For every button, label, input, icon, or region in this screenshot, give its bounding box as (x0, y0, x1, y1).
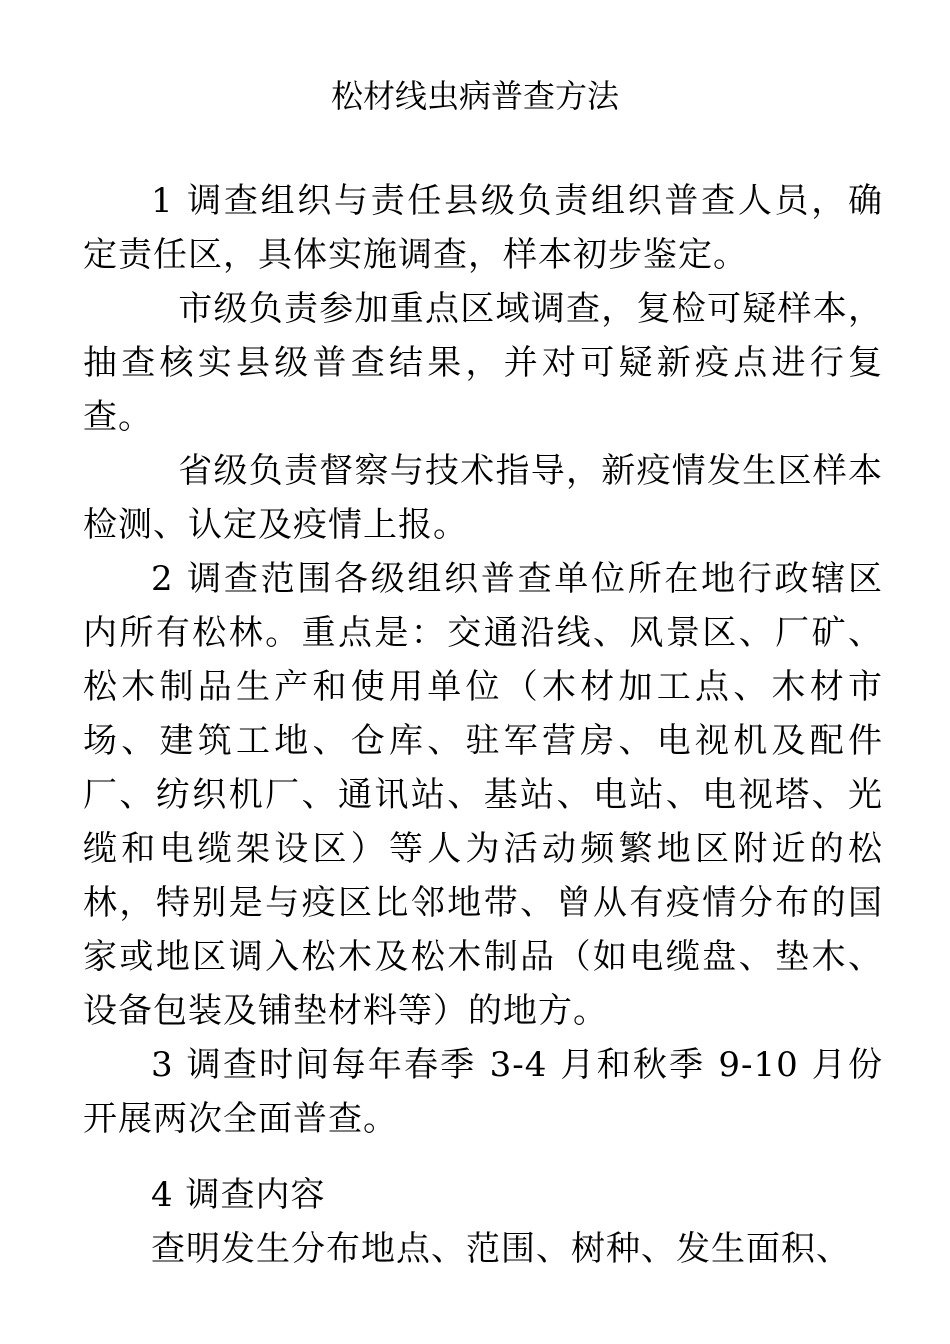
paragraph-investigation-time: 3 调查时间每年春季 3-4 月和秋季 9-10 月份开展两次全面普查。 (83, 1045, 883, 1139)
paragraph-investigation-content-heading: 4 调查内容 (151, 1175, 326, 1215)
document-body (83, 174, 883, 1276)
document-title: 松材线虫病普查方法 (330, 77, 619, 115)
paragraph-city-level: 市级负责参加重点区域调查，复检可疑样本，抽查核实县级普查结果，并对可疑新疫点进行复查。 (83, 289, 883, 437)
paragraph-investigation-organization: 1 调查组织与责任县级负责组织普查人员，确定责任区，具体实施调查，样本初步鉴定。 (83, 181, 883, 275)
paragraph-investigation-content: 查明发生分布地点、范围、树种、发生面积、 (151, 1229, 851, 1269)
paragraph-investigation-scope: 2 调查范围各级组织普查单位所在地行政辖区内所有松林。重点是：交通沿线、风景区、厂矿、松木制品生产和使用单位（木材加工点、木材市场、建筑工地、仓库、驻军营房、电视机及配件厂、纺织机厂、通讯站、基站、电站、电视塔、光缆和电缆架设区）等人为活动频繁地区附近的松林，特别是与疫区比邻地带、曾从有疫情分布的国家或地区调入松木及松木制品（如电缆盘、垫木、设备包装及铺垫材料等）的地方。 (83, 559, 883, 1031)
paragraph-province-level: 省级负责督察与技术指导，新疫情发生区样本检测、认定及疫情上报。 (83, 451, 883, 545)
